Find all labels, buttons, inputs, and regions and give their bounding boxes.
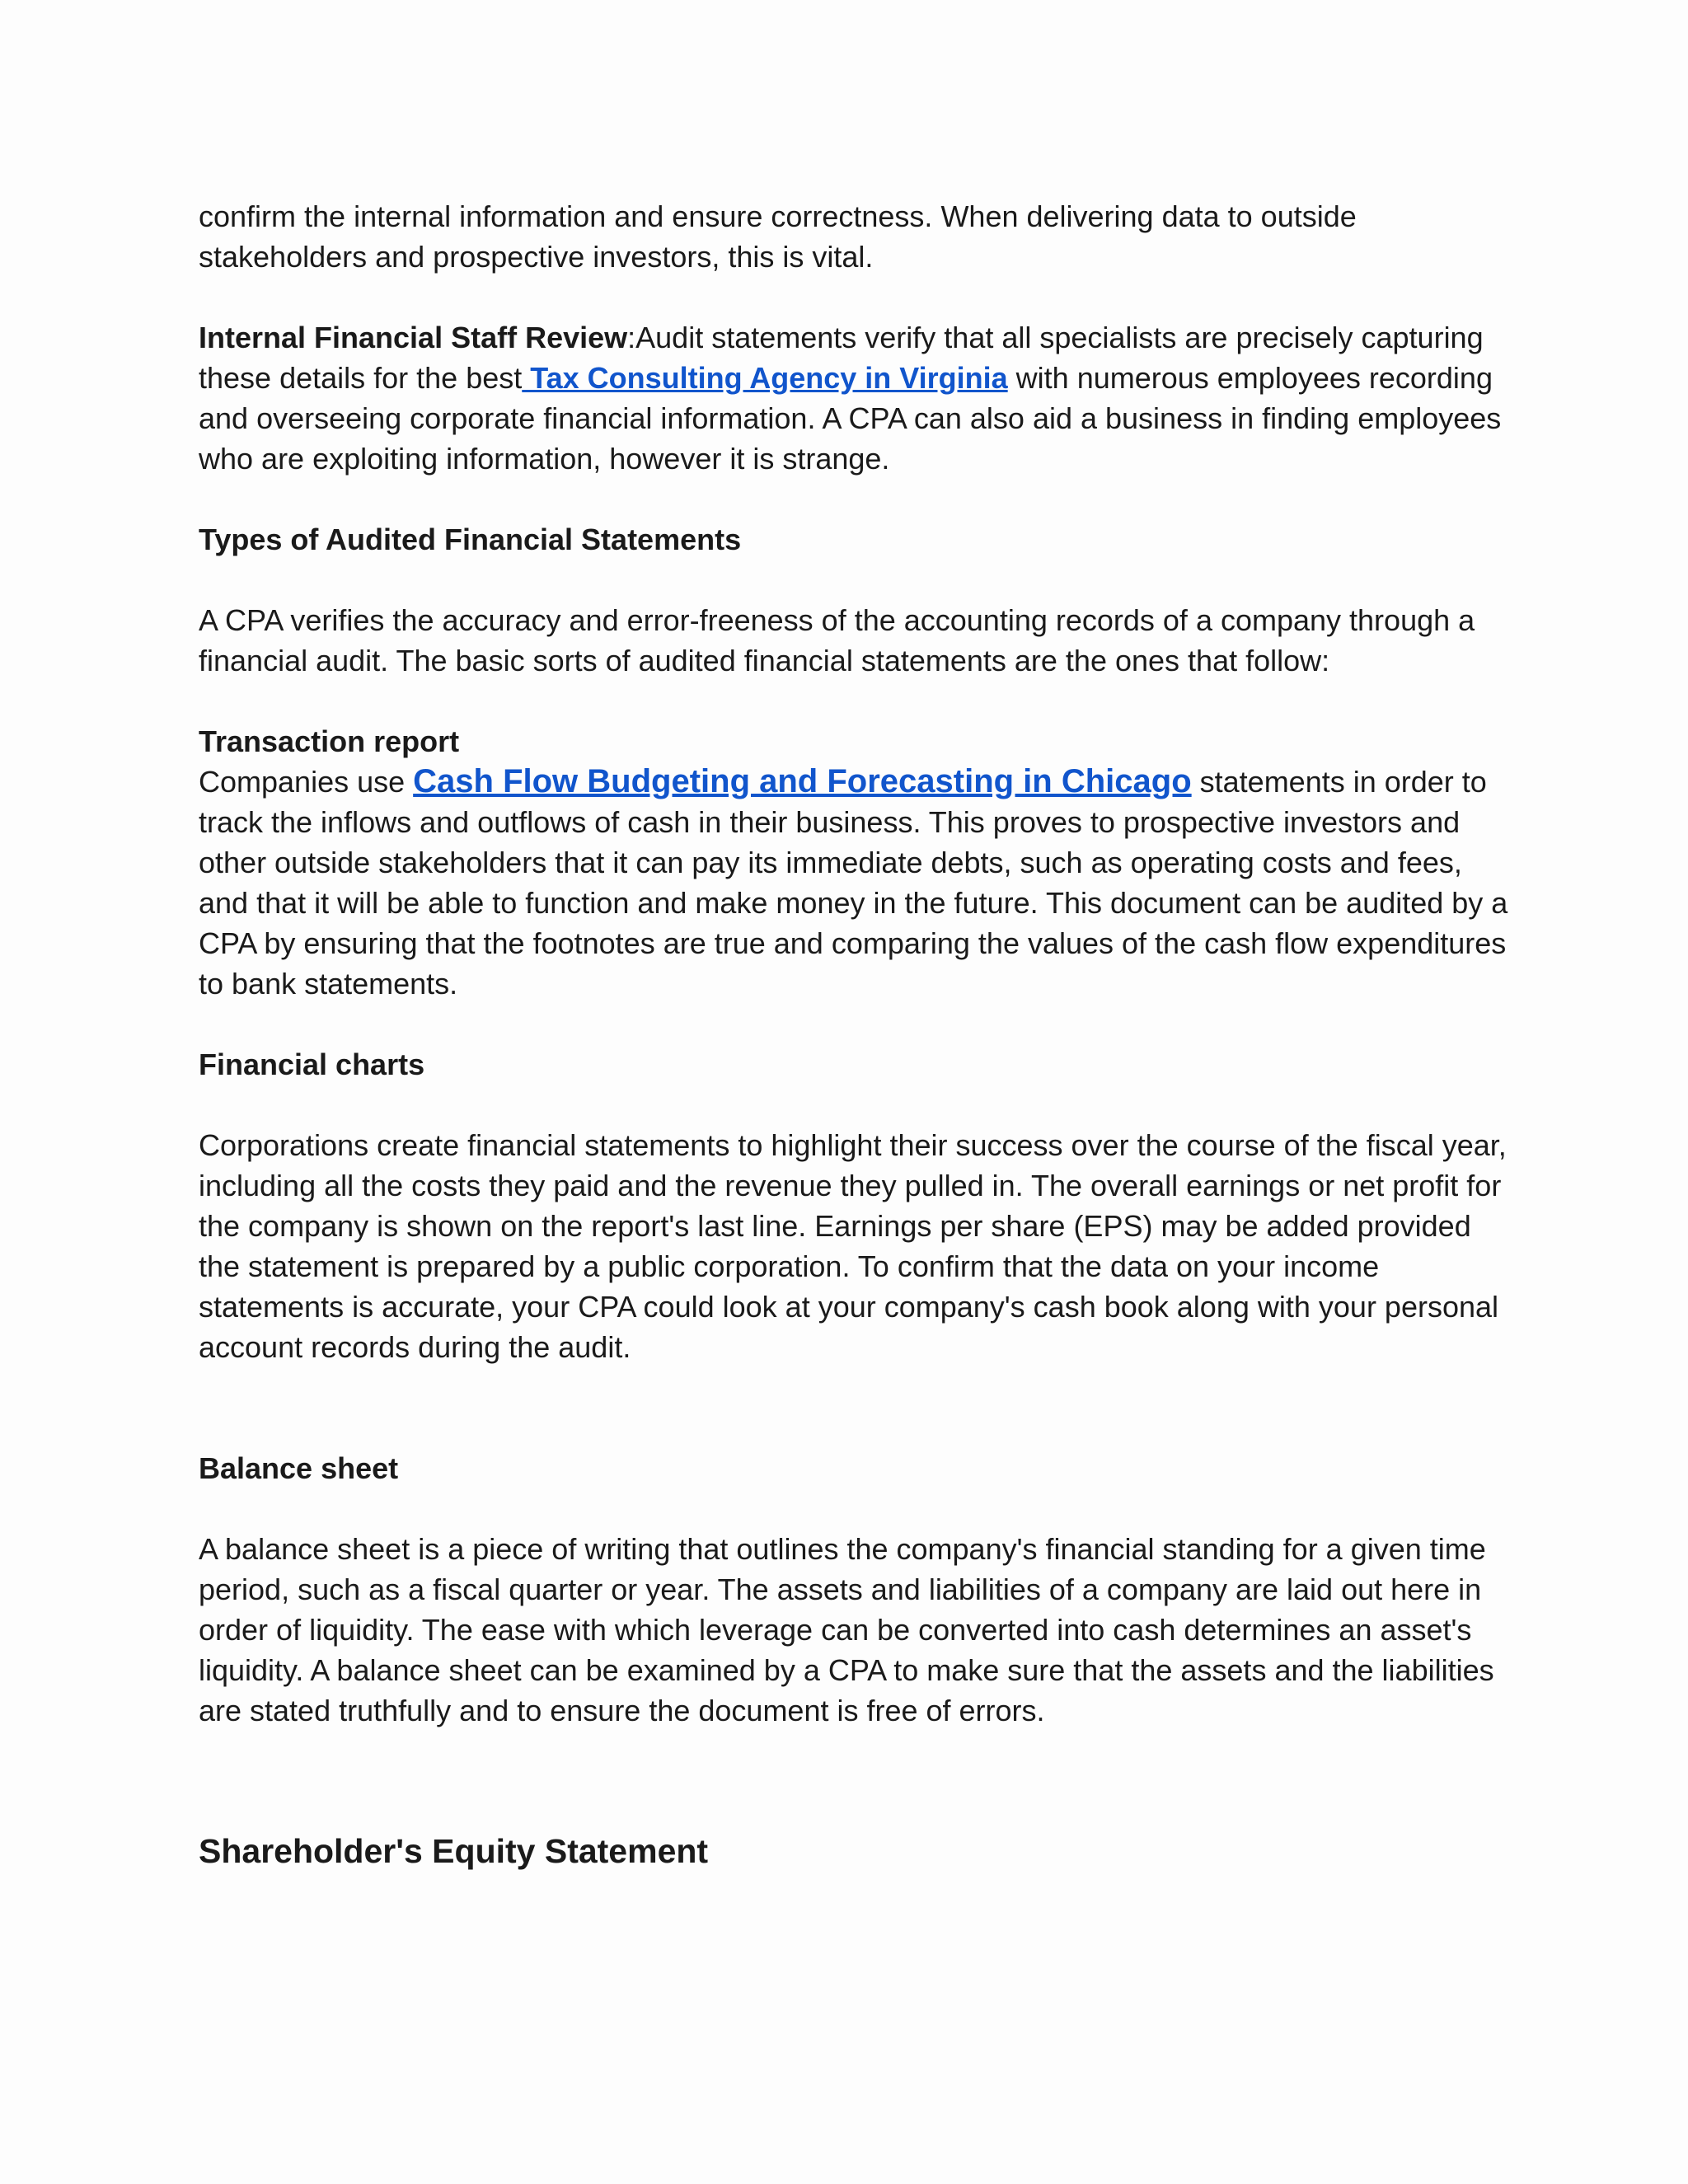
tax-consulting-link[interactable]: Tax Consulting Agency in Virginia	[522, 361, 1008, 395]
transaction-text-after: statements in order to track the inflows and outflows of cash in their business. This proves to prospective investors and other outside stakeholders that it can pay its immediate debts, such as operating costs and fees, and that it will be able to function and make money in the future. This document can be audited by a CPA by ensuring that the footnotes are true and comparing the values of the cash flow expenditures to bank statements.	[199, 765, 1508, 1001]
balance-sheet-paragraph: A balance sheet is a piece of writing that outlines the company's financial standing for a given time period, such as a fiscal quarter or year. The assets and liabilities of a company are laid out here in order of liquidity. The ease with which leverage can be converted into cash determines an asset's liquidity. A balance sheet can be examined by a CPA to make sure that the assets and the liabilities are stated truthfully and to ensure the document is free of errors.	[199, 1532, 1494, 1727]
spacer	[199, 560, 1509, 600]
types-paragraph: A CPA verifies the accuracy and error-freeness of the accounting records of a company through a financial audit. The basic sorts of audited financial statements are the ones that follow:	[199, 603, 1475, 677]
types-heading: Types of Audited Financial Statements	[199, 523, 742, 556]
spacer	[199, 277, 1509, 317]
spacer	[199, 1085, 1509, 1125]
spacer	[199, 1004, 1509, 1044]
spacer	[199, 479, 1509, 519]
cash-flow-link[interactable]: Cash Flow Budgeting and Forecasting in Chicago	[413, 763, 1192, 799]
internal-review-label: Internal Financial Staff Review	[199, 321, 628, 354]
transaction-report-heading: Transaction report	[199, 724, 460, 758]
spacer	[199, 1488, 1509, 1529]
financial-charts-paragraph: Corporations create financial statements to highlight their success over the course of the fiscal year, including all the costs they paid and the revenue they pulled in. The overall earnings or net profit for the company is shown on the report's last line. Earnings per share (EPS) may be added provided the statement is prepared by a public corporation. To confirm that the data on your income statements is accurate, your CPA could look at your company's cash book along with your personal account records during the audit.	[199, 1128, 1507, 1364]
internal-review-text-after: with numerous employees recording and overseeing corporate financial information. A CPA can also aid a business in finding employees who are exploiting information, however it is strange.	[199, 361, 1502, 476]
balance-sheet-heading: Balance sheet	[199, 1451, 399, 1485]
intro-paragraph: confirm the internal information and ensure correctness. When delivering data to outside stakeholders and prospective investors, this is vital.	[199, 199, 1357, 274]
internal-review-text-before: :Audit statements verify that all specialists are precisely capturing these details for the best	[199, 321, 1484, 395]
financial-charts-heading: Financial charts	[199, 1047, 425, 1081]
transaction-report-paragraph	[199, 762, 1509, 1004]
transaction-text-before: Companies use	[199, 765, 414, 799]
spacer	[199, 1731, 1509, 1828]
internal-review-paragraph	[199, 317, 1509, 479]
spacer	[199, 1367, 1509, 1448]
spacer	[199, 681, 1509, 721]
equity-statement-heading: Shareholder's Equity Statement	[199, 1832, 709, 1870]
document-page	[199, 196, 1509, 1874]
